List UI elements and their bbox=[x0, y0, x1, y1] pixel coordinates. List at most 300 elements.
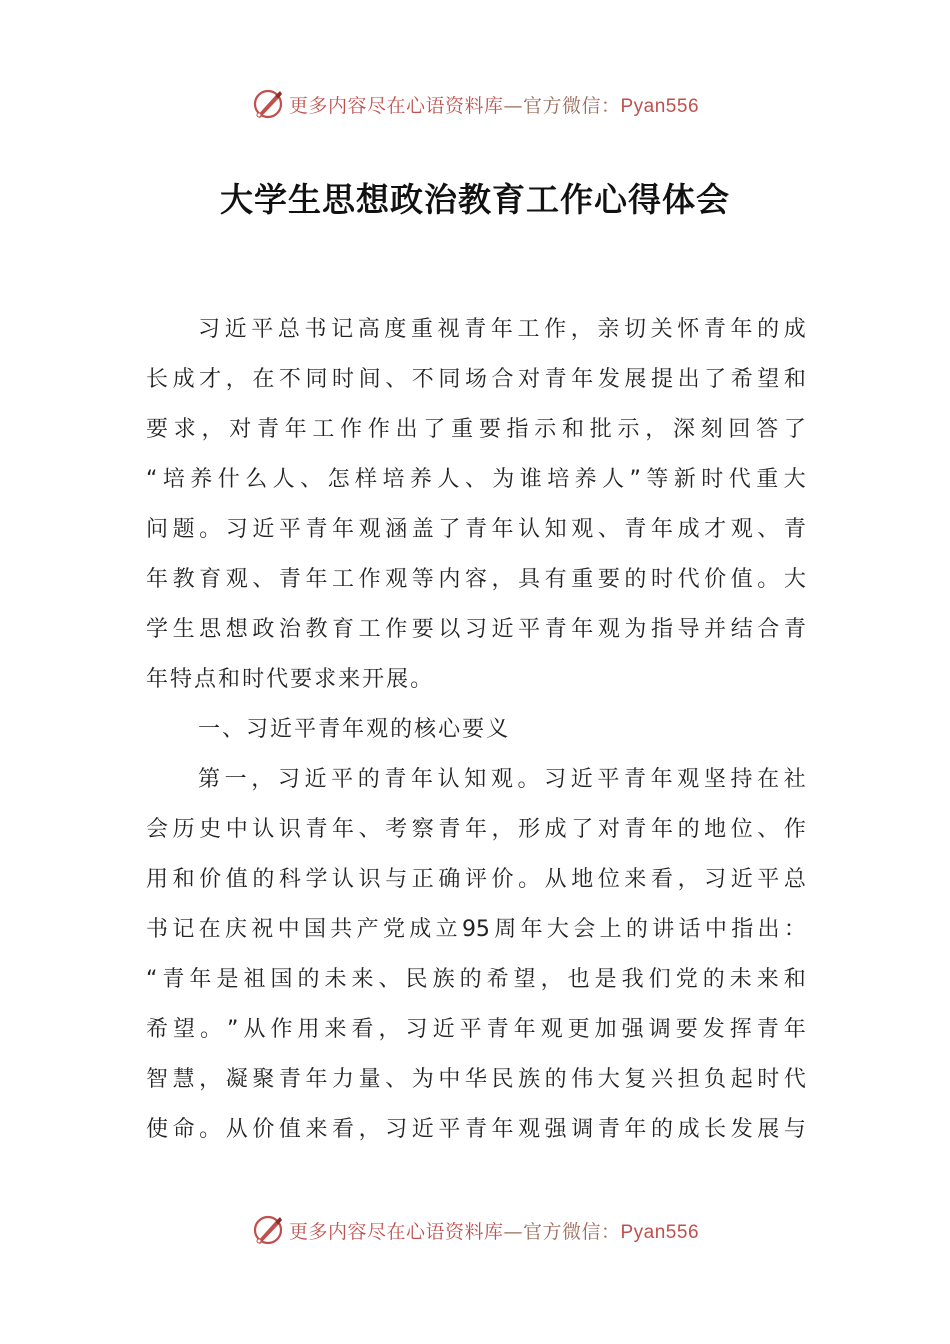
text-char: 合 bbox=[491, 367, 514, 392]
text-char: 确 bbox=[438, 867, 461, 892]
text-char: 的 bbox=[297, 967, 320, 992]
text-char: 望 bbox=[173, 1017, 196, 1042]
text-char: 用 bbox=[297, 1017, 320, 1042]
text-char: 。 bbox=[518, 867, 541, 892]
text-char: 平 bbox=[597, 767, 620, 792]
text-char: 使 bbox=[146, 1117, 169, 1142]
text-char: 学 bbox=[305, 867, 328, 892]
text-char: 年 bbox=[342, 717, 367, 742]
text-char: 共 bbox=[330, 917, 353, 942]
text-char: 成 bbox=[544, 817, 567, 842]
text-char: 认 bbox=[437, 767, 460, 792]
text-char: 记 bbox=[331, 317, 354, 342]
text-char: ， bbox=[201, 417, 224, 442]
text-char: 、 bbox=[222, 717, 247, 742]
text-char: 和 bbox=[783, 967, 806, 992]
text-char: 大 bbox=[546, 917, 569, 942]
text-char: 、 bbox=[385, 367, 408, 392]
text-char: 怀 bbox=[677, 317, 700, 342]
text-char: 等 bbox=[411, 567, 434, 592]
text-char: 来 bbox=[305, 1117, 328, 1142]
text-char: 才 bbox=[199, 367, 222, 392]
text-char: 平 bbox=[459, 1017, 482, 1042]
text-char: 近 bbox=[224, 317, 247, 342]
text-char: 、 bbox=[300, 467, 323, 492]
text-char: 出 bbox=[757, 917, 780, 942]
text-char: 坚 bbox=[703, 767, 726, 792]
text-char: 、 bbox=[757, 817, 780, 842]
text-char: 要 bbox=[478, 417, 501, 442]
text-char: 不 bbox=[278, 367, 301, 392]
text-char: 习 bbox=[464, 617, 487, 642]
text-char: 在 bbox=[198, 917, 221, 942]
text-char: 青 bbox=[305, 517, 328, 542]
text-char: 看 bbox=[351, 1017, 374, 1042]
pen-logo-icon bbox=[251, 87, 285, 121]
text-char: 聚 bbox=[252, 1067, 275, 1092]
text-char: 近 bbox=[304, 767, 327, 792]
watermark-text bbox=[289, 91, 699, 118]
text-char: 近 bbox=[730, 867, 753, 892]
text-char: ” bbox=[227, 1017, 239, 1042]
text-char: 青 bbox=[278, 567, 301, 592]
text-char: 治 bbox=[278, 617, 301, 642]
text-char: 是 bbox=[216, 967, 239, 992]
text-char: 出 bbox=[677, 367, 700, 392]
text-char: ， bbox=[677, 867, 700, 892]
text-char: 从 bbox=[243, 1017, 266, 1042]
text-char: 年 bbox=[332, 817, 355, 842]
text-char: 导 bbox=[677, 617, 700, 642]
watermark-separator: — bbox=[503, 1220, 523, 1243]
text-char: 命 bbox=[172, 1117, 195, 1142]
text-char: 在 bbox=[757, 767, 780, 792]
text-char: 工 bbox=[517, 317, 540, 342]
text-char: 祖 bbox=[243, 967, 266, 992]
text-char: 题 bbox=[172, 517, 195, 542]
text-char: 切 bbox=[624, 317, 647, 342]
text-char: 的 bbox=[544, 1067, 567, 1092]
text-char: 间 bbox=[358, 367, 381, 392]
text-char: 地 bbox=[704, 817, 727, 842]
text-char: 负 bbox=[704, 1067, 727, 1092]
text-char: 中 bbox=[438, 1067, 461, 1092]
text-char: 智 bbox=[146, 1067, 169, 1092]
text-char: 青 bbox=[464, 1117, 487, 1142]
text-char: 青 bbox=[305, 817, 328, 842]
text-char: 代 bbox=[266, 667, 291, 692]
text-line-15 bbox=[146, 1005, 806, 1055]
text-char: 观 bbox=[518, 1117, 541, 1142]
text-char: ， bbox=[251, 767, 274, 792]
text-char: 平 bbox=[278, 517, 301, 542]
text-char: 思 bbox=[199, 617, 222, 642]
text-char: 和 bbox=[172, 867, 195, 892]
text-line-6 bbox=[146, 555, 806, 605]
text-char: 作 bbox=[385, 617, 408, 642]
text-char: 国 bbox=[303, 917, 326, 942]
text-char: 大 bbox=[783, 467, 806, 492]
text-char: 看 bbox=[650, 867, 673, 892]
text-char: 成 bbox=[783, 317, 806, 342]
text-char: 民 bbox=[491, 1067, 514, 1092]
text-line-3 bbox=[146, 405, 806, 455]
text-char: 希 bbox=[146, 1017, 169, 1042]
text-char: ， bbox=[491, 817, 514, 842]
watermark-id: Pyan556 bbox=[620, 1221, 700, 1243]
text-line-8 bbox=[146, 655, 806, 705]
text-char: 中 bbox=[225, 817, 248, 842]
text-char: 展 bbox=[386, 667, 411, 692]
text-char: 与 bbox=[385, 867, 408, 892]
text-char: 察 bbox=[411, 817, 434, 842]
watermark-separator: — bbox=[503, 94, 523, 117]
text-char: 的 bbox=[459, 967, 482, 992]
text-char: 习 bbox=[198, 317, 221, 342]
text-char: 调 bbox=[648, 1017, 671, 1042]
text-char: 发 bbox=[702, 1017, 725, 1042]
text-char: 年 bbox=[491, 1117, 514, 1142]
text-char: 平 bbox=[294, 717, 319, 742]
text-char: 观 bbox=[225, 567, 248, 592]
text-char: 近 bbox=[270, 717, 295, 742]
text-char: 也 bbox=[567, 967, 590, 992]
text-char: 观 bbox=[571, 517, 594, 542]
text-char: 的 bbox=[252, 867, 275, 892]
text-char: 特 bbox=[170, 667, 195, 692]
text-char: 国 bbox=[270, 967, 293, 992]
text-char: 义 bbox=[486, 717, 511, 742]
text-char: 想 bbox=[225, 617, 248, 642]
text-char: 总 bbox=[277, 317, 300, 342]
text-char: 。 bbox=[199, 517, 222, 542]
text-char: 未 bbox=[324, 967, 347, 992]
text-char: 作 bbox=[367, 417, 390, 442]
text-char: 社 bbox=[783, 767, 806, 792]
text-char: 工 bbox=[332, 567, 355, 592]
text-char: 青 bbox=[256, 417, 279, 442]
text-char: ， bbox=[358, 1117, 381, 1142]
text-char: 民 bbox=[405, 967, 428, 992]
text-char: ， bbox=[199, 1067, 222, 1092]
text-char: 青 bbox=[624, 517, 647, 542]
text-char: 长 bbox=[704, 1117, 727, 1142]
text-char: 认 bbox=[332, 867, 355, 892]
text-char: 要 bbox=[597, 567, 620, 592]
text-char: 青 bbox=[278, 1067, 301, 1092]
text-line-2 bbox=[146, 355, 806, 405]
text-char: 认 bbox=[252, 817, 275, 842]
text-char: 族 bbox=[518, 1067, 541, 1092]
text-char: 近 bbox=[491, 617, 514, 642]
watermark-header bbox=[0, 84, 950, 124]
text-char: 重 bbox=[451, 417, 474, 442]
text-char: 大 bbox=[597, 1067, 620, 1092]
text-char: 了 bbox=[783, 417, 806, 442]
text-char: 有 bbox=[544, 567, 567, 592]
text-char: 年 bbox=[146, 567, 169, 592]
text-char: 青 bbox=[464, 517, 487, 542]
text-char: 代 bbox=[677, 567, 700, 592]
text-char: 近 bbox=[570, 767, 593, 792]
text-char: 时 bbox=[650, 567, 673, 592]
text-char: 中 bbox=[704, 917, 727, 942]
text-char: 正 bbox=[411, 867, 434, 892]
text-char: 青 bbox=[544, 617, 567, 642]
text-char: 望 bbox=[513, 967, 536, 992]
text-char: 出 bbox=[395, 417, 418, 442]
text-char: 担 bbox=[677, 1067, 700, 1092]
text-char: 挥 bbox=[729, 1017, 752, 1042]
text-char: 识 bbox=[278, 817, 301, 842]
text-char: 成 bbox=[677, 1117, 700, 1142]
text-char: 育 bbox=[199, 567, 222, 592]
text-char: 来 bbox=[624, 867, 647, 892]
text-char: 青 bbox=[384, 767, 407, 792]
text-char: 、 bbox=[378, 967, 401, 992]
text-char: 要 bbox=[146, 417, 169, 442]
text-line-10 bbox=[146, 755, 806, 805]
text-char: 习 bbox=[405, 1017, 428, 1042]
text-char: 价 bbox=[491, 867, 514, 892]
text-char: 近 bbox=[252, 517, 275, 542]
text-char: 。 bbox=[517, 767, 540, 792]
text-char: 重 bbox=[411, 317, 434, 342]
text-char: 、 bbox=[757, 517, 780, 542]
watermark-sub: 官方微信： bbox=[522, 1220, 621, 1243]
text-char: 年 bbox=[305, 1067, 328, 1092]
text-char: 核 bbox=[414, 717, 439, 742]
text-char: 作 bbox=[544, 317, 567, 342]
text-char: 年 bbox=[650, 817, 673, 842]
text-char: 要 bbox=[675, 1017, 698, 1042]
text-char: 以 bbox=[438, 617, 461, 642]
text-char: 来 bbox=[324, 1017, 347, 1042]
text-char: 观 bbox=[490, 767, 513, 792]
text-char: ， bbox=[378, 1017, 401, 1042]
text-char: 起 bbox=[730, 1067, 753, 1092]
text-char: 批 bbox=[589, 417, 612, 442]
text-char: 要 bbox=[462, 717, 487, 742]
text-char: 什 bbox=[217, 467, 240, 492]
text-char: 示 bbox=[534, 417, 557, 442]
text-char: 们 bbox=[648, 967, 671, 992]
text-char: 加 bbox=[594, 1017, 617, 1042]
text-char: 记 bbox=[172, 917, 195, 942]
text-char: 答 bbox=[756, 417, 779, 442]
watermark-text bbox=[289, 1217, 699, 1244]
text-char: 盖 bbox=[411, 517, 434, 542]
watermark-footer bbox=[0, 1210, 950, 1250]
text-char: 平 bbox=[518, 617, 541, 642]
text-char: 作 bbox=[270, 1017, 293, 1042]
text-char: 认 bbox=[518, 517, 541, 542]
text-char: 、 bbox=[597, 517, 620, 542]
text-char: 会 bbox=[146, 817, 169, 842]
text-line-7 bbox=[146, 605, 806, 655]
text-char: 容 bbox=[464, 567, 487, 592]
text-char: 族 bbox=[432, 967, 455, 992]
text-char: 年 bbox=[491, 517, 514, 542]
text-char: 成 bbox=[677, 517, 700, 542]
text-char: 上 bbox=[599, 917, 622, 942]
text-char: 近 bbox=[432, 1017, 455, 1042]
text-char: 祝 bbox=[251, 917, 274, 942]
text-char: 才 bbox=[704, 517, 727, 542]
text-char: 代 bbox=[728, 467, 751, 492]
text-char: 青 bbox=[624, 817, 647, 842]
text-char: 同 bbox=[305, 367, 328, 392]
text-char: 平 bbox=[757, 867, 780, 892]
text-char: 结 bbox=[730, 617, 753, 642]
text-char: 青 bbox=[464, 317, 487, 342]
text-char: 近 bbox=[411, 1117, 434, 1142]
text-char: 年 bbox=[332, 517, 355, 542]
text-line-17 bbox=[146, 1105, 806, 1155]
text-char: 示 bbox=[617, 417, 640, 442]
text-char: 代 bbox=[783, 1067, 806, 1092]
watermark-id: Pyan556 bbox=[620, 95, 700, 117]
text-char: 开 bbox=[362, 667, 387, 692]
text-char: 伟 bbox=[571, 1067, 594, 1092]
text-char: 华 bbox=[464, 1067, 487, 1092]
text-char: 总 bbox=[783, 867, 806, 892]
text-char: 对 bbox=[597, 817, 620, 842]
text-char: 凝 bbox=[225, 1067, 248, 1092]
text-char: 内 bbox=[438, 567, 461, 592]
text-char: 更 bbox=[567, 1017, 590, 1042]
text-char: 了 bbox=[438, 517, 461, 542]
text-char: 青 bbox=[597, 1117, 620, 1142]
text-char: 。 bbox=[410, 667, 435, 692]
text-char: 知 bbox=[544, 517, 567, 542]
text-char: 科 bbox=[278, 867, 301, 892]
text-char: 年 bbox=[571, 367, 594, 392]
watermark-sub: 官方微信： bbox=[522, 94, 621, 117]
text-char: 习 bbox=[246, 717, 271, 742]
text-char: 青 bbox=[438, 817, 461, 842]
text-char: 复 bbox=[624, 1067, 647, 1092]
text-char: 话 bbox=[678, 917, 701, 942]
text-char: 年 bbox=[571, 617, 594, 642]
text-char: 党 bbox=[382, 917, 405, 942]
text-char: 养 bbox=[409, 467, 432, 492]
watermark-main: 更多内容尽在心语资料库 bbox=[288, 1220, 504, 1243]
text-char: 青 bbox=[544, 367, 567, 392]
text-char: 怎 bbox=[327, 467, 350, 492]
text-line-12 bbox=[146, 855, 806, 905]
text-char: ， bbox=[570, 317, 593, 342]
text-char: 望 bbox=[757, 367, 780, 392]
text-char: 书 bbox=[146, 917, 169, 942]
text-char: 的 bbox=[625, 917, 648, 942]
text-char: 从 bbox=[225, 1117, 248, 1142]
text-char: 95 bbox=[461, 917, 490, 942]
text-char: 培 bbox=[382, 467, 405, 492]
text-char: 兴 bbox=[650, 1067, 673, 1092]
text-char: 价 bbox=[199, 867, 222, 892]
pen-logo-icon bbox=[251, 1213, 285, 1247]
text-char: 值 bbox=[278, 1117, 301, 1142]
text-char: 量 bbox=[358, 1067, 381, 1092]
text-char: 育 bbox=[332, 617, 355, 642]
text-char: 形 bbox=[518, 817, 541, 842]
text-char: 调 bbox=[571, 1117, 594, 1142]
text-char: 党 bbox=[675, 967, 698, 992]
text-char: 来 bbox=[756, 967, 779, 992]
text-char: 样 bbox=[355, 467, 378, 492]
text-char: 人 bbox=[272, 467, 295, 492]
text-char: 青 bbox=[318, 717, 343, 742]
text-char: 立 bbox=[435, 917, 458, 942]
text-char: 时 bbox=[757, 1067, 780, 1092]
text-char: 时 bbox=[701, 467, 724, 492]
text-char: 指 bbox=[506, 417, 529, 442]
text-char: 的 bbox=[677, 817, 700, 842]
text-char: 周 bbox=[494, 917, 517, 942]
text-char: ， bbox=[645, 417, 668, 442]
text-char: 作 bbox=[358, 567, 381, 592]
text-char: 深 bbox=[672, 417, 695, 442]
text-char: 来 bbox=[351, 967, 374, 992]
text-char: 人 bbox=[437, 467, 460, 492]
text-char: 评 bbox=[464, 867, 487, 892]
text-char: 在 bbox=[252, 367, 275, 392]
text-char: 用 bbox=[146, 867, 169, 892]
text-char: 工 bbox=[312, 417, 335, 442]
text-char: 培 bbox=[547, 467, 570, 492]
text-char: 对 bbox=[229, 417, 252, 442]
text-line-4 bbox=[146, 455, 806, 505]
text-char: 年 bbox=[730, 317, 753, 342]
document-body bbox=[146, 305, 806, 1155]
text-char: 观 bbox=[730, 517, 753, 542]
text-char: 教 bbox=[172, 567, 195, 592]
watermark-main: 更多内容尽在心语资料库 bbox=[288, 94, 504, 117]
text-char: 视 bbox=[437, 317, 460, 342]
text-char: 人 bbox=[602, 467, 625, 492]
text-char: 中 bbox=[277, 917, 300, 942]
text-char: 平 bbox=[331, 767, 354, 792]
text-char: 场 bbox=[464, 367, 487, 392]
text-char: 力 bbox=[332, 1067, 355, 1092]
text-char: 青 bbox=[703, 317, 726, 342]
text-char: 。 bbox=[757, 567, 780, 592]
text-char: 的 bbox=[390, 717, 415, 742]
text-char: ， bbox=[491, 567, 514, 592]
text-char: 了 bbox=[704, 367, 727, 392]
text-char: 价 bbox=[252, 1117, 275, 1142]
text-char: 一 bbox=[198, 717, 223, 742]
text-char: 慧 bbox=[172, 1067, 195, 1092]
text-char: 平 bbox=[251, 317, 274, 342]
text-char: 工 bbox=[358, 617, 381, 642]
text-char: 成 bbox=[409, 917, 432, 942]
text-char: 和 bbox=[783, 367, 806, 392]
text-char: 重 bbox=[571, 567, 594, 592]
text-char: 史 bbox=[199, 817, 222, 842]
text-char: 么 bbox=[245, 467, 268, 492]
text-char: 讲 bbox=[652, 917, 675, 942]
text-char: 年 bbox=[490, 317, 513, 342]
text-char: 历 bbox=[172, 817, 195, 842]
text-char: 与 bbox=[783, 1117, 806, 1142]
text-char: 要 bbox=[290, 667, 315, 692]
text-char: 观 bbox=[385, 567, 408, 592]
text-char: 、 bbox=[252, 567, 275, 592]
text-char: 的 bbox=[357, 767, 380, 792]
text-char: 刻 bbox=[700, 417, 723, 442]
